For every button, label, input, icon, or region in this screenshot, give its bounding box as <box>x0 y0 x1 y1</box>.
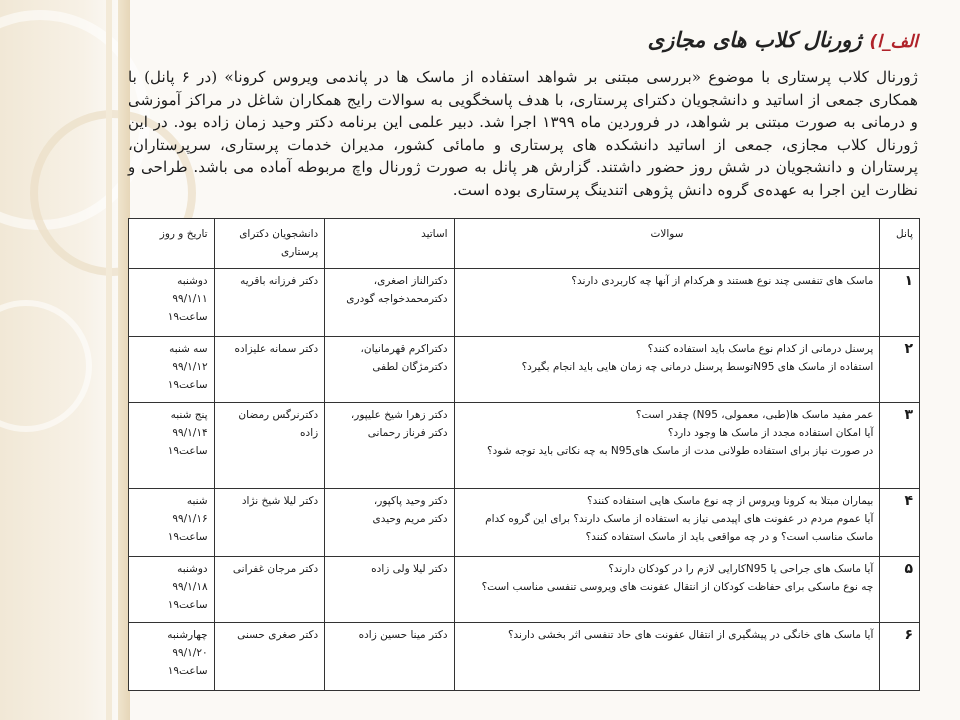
panel-professors-line: دکتر زهرا شیخ علیپور، <box>350 409 448 421</box>
panel-professors <box>325 269 454 337</box>
panel-professors-line: دکتر وحید پاکپور، <box>373 495 448 507</box>
panel-number: ۶ <box>880 623 920 691</box>
panel-date-line: ۹۹/۱/۱۶ <box>172 513 208 525</box>
header-questions: سوالات <box>454 219 880 269</box>
panel-professors-line: دکتر فرناز رحمانی <box>367 427 448 439</box>
table-header-row <box>129 219 920 269</box>
header-professors: اساتید <box>325 219 454 269</box>
panel-professors <box>325 489 454 557</box>
header-panel: پانل <box>880 219 920 269</box>
panel-date-line: ساعت۱۹ <box>167 379 208 391</box>
panel-questions <box>454 403 880 489</box>
panel-student: دکتر سمانه علیزاده <box>214 337 325 403</box>
panel-professors-line: دکتر مینا حسین زاده <box>358 629 448 641</box>
panel-date-line: دوشنبه <box>177 563 208 575</box>
panel-date-line: سه شنبه <box>169 343 208 355</box>
panel-questions <box>454 623 880 691</box>
panel-questions <box>454 337 880 403</box>
panel-date-line: پنج شنبه <box>170 409 208 421</box>
panel-date-line: ۹۹/۱/۱۲ <box>172 361 208 373</box>
panel-student: دکتر صغری حسنی <box>214 623 325 691</box>
panel-date-line: شنبه <box>186 495 208 507</box>
panels-table <box>128 218 920 691</box>
panel-professors-line: دکترمحمدخواجه گودری <box>346 293 448 305</box>
panel-student: دکترنرگس رمضان زاده <box>214 403 325 489</box>
panel-student: دکتر فرزانه باقریه <box>214 269 325 337</box>
table-row <box>129 269 920 337</box>
header-students: دانشجویان دکترای پرستاری <box>214 219 325 269</box>
panel-date <box>129 403 215 489</box>
panel-questions-line: آیا ماسک های جراحی یا N95کارایی لازم را در کودکان دارند؟ <box>608 563 874 575</box>
panel-questions <box>454 269 880 337</box>
panel-date-line: ساعت۱۹ <box>167 531 208 543</box>
slide-title <box>648 28 918 52</box>
header-date: تاریخ و روز <box>129 219 215 269</box>
table-row <box>129 623 920 691</box>
panel-questions-line: ماسک های تنفسی چند نوع هستند و هرکدام از آنها چه کاربردی دارند؟ <box>571 275 874 287</box>
panel-date <box>129 269 215 337</box>
panel-questions <box>454 489 880 557</box>
panel-professors-line: دکتر لیلا ولی زاده <box>371 563 448 575</box>
panel-date-line: ۹۹/۱/۱۴ <box>172 427 208 439</box>
panel-date <box>129 623 215 691</box>
panel-date <box>129 489 215 557</box>
panel-number: ۲ <box>880 337 920 403</box>
panel-questions-line: چه نوع ماسکی برای حفاظت کودکان از انتقال عفونت های ویروسی تنفسی مناسب است؟ <box>481 581 874 593</box>
panel-date-line: ساعت۱۹ <box>167 445 208 457</box>
panel-student: دکتر مرجان غفرانی <box>214 557 325 623</box>
panel-date-line: ۹۹/۱/۱۸ <box>172 581 208 593</box>
panel-questions-line: آیا عموم مردم در عفونت های اپیدمی نیاز به استفاده از ماسک دارند؟ برای این گروه کدام ماسک مناسب است؟ و در چه مواقعی باید از ماسک استفاده کنند؟ <box>485 513 874 543</box>
panel-student: دکتر لیلا شیخ نژاد <box>214 489 325 557</box>
panel-date <box>129 337 215 403</box>
panel-professors-line: دکتر مریم وحیدی <box>372 513 448 525</box>
panel-date-line: ساعت۱۹ <box>167 665 208 677</box>
panel-date-line: ساعت۱۹ <box>167 599 208 611</box>
panel-number: ۵ <box>880 557 920 623</box>
panel-questions-line: بیماران مبتلا به کرونا ویروس از چه نوع ماسک هایی استفاده کنند؟ <box>587 495 874 507</box>
panel-professors <box>325 403 454 489</box>
table-row <box>129 489 920 557</box>
panel-date-line: ۹۹/۱/۱۱ <box>172 293 208 305</box>
panel-questions-line: عمر مفید ماسک ها(طبی، معمولی، N95) چقدر است؟ <box>635 409 874 421</box>
table-row <box>129 337 920 403</box>
panel-number: ۱ <box>880 269 920 337</box>
panel-professors <box>325 337 454 403</box>
panel-professors-line: دکترمژگان لطفی <box>372 361 448 373</box>
intro-paragraph: ژورنال کلاب پرستاری با موضوع «بررسی مبتنی بر شواهد استفاده از ماسک ها در پاندمی ویروس کرونا» (در ۶ پانل) با همکاری جمعی از اساتید و دانشجویان دکترای پرستاری، با هدف پاسخگویی به سوالات رایج همکاران شاغل در مراکز آموزشی و درمانی به صورت مبتنی بر شواهد، در فروردین ماه ۱۳۹۹ اجرا شد. دبیر علمی این برنامه دکتر وحید زمان زاده بود. در این ژورنال کلاب مجازی، جمعی از اساتید دانشکده های پرستاری و مامائی کشور، مدیران خدمات پرستاری، سرپرستاران، پرستاران و دانشجویان در شش روز حضور داشتند. گزارش هر پانل به صورت ژورنال واچ مربوطه آماده می باشد. طراحی و نظارت این اجرا به عهده‌ی گروه دانش پژوهی اتندینگ پرستاری بوده است. <box>128 68 918 199</box>
panel-questions-line: پرسنل درمانی از کدام نوع ماسک باید استفاده کنند؟ <box>647 343 874 355</box>
panel-number: ۳ <box>880 403 920 489</box>
panel-date-line: چهارشنبه <box>167 629 208 641</box>
panel-date-line: دوشنبه <box>177 275 208 287</box>
table-row <box>129 557 920 623</box>
panel-professors <box>325 623 454 691</box>
panel-questions-line: آیا امکان استفاده مجدد از ماسک ها وجود دارد؟ <box>667 427 874 439</box>
panel-number: ۴ <box>880 489 920 557</box>
panel-questions-line: استفاده از ماسک های N95توسط پرسنل درمانی چه زمان هایی باید انجام بگیرد؟ <box>521 361 874 373</box>
decorative-stripe <box>106 0 112 720</box>
panel-questions <box>454 557 880 623</box>
panel-professors <box>325 557 454 623</box>
panel-date-line: ۹۹/۱/۲۰ <box>172 647 208 659</box>
panel-date <box>129 557 215 623</box>
title-text: ژورنال کلاب های مجازی <box>647 28 862 52</box>
table-row <box>129 403 920 489</box>
panel-questions-line: در صورت نیاز برای استفاده طولانی مدت از ماسک هایN95 به چه نکاتی باید توجه شود؟ <box>487 445 874 457</box>
panel-professors-line: دکترالناز اصغری، <box>373 275 448 287</box>
panel-date-line: ساعت۱۹ <box>167 311 208 323</box>
panel-questions-line: آیا ماسک های خانگی در پیشگیری از انتقال عفونت های حاد تنفسی اثر بخشی دارند؟ <box>507 629 874 641</box>
title-prefix: الف_ا) <box>869 32 918 52</box>
panel-professors-line: دکتراکرم قهرمانیان، <box>360 343 448 355</box>
